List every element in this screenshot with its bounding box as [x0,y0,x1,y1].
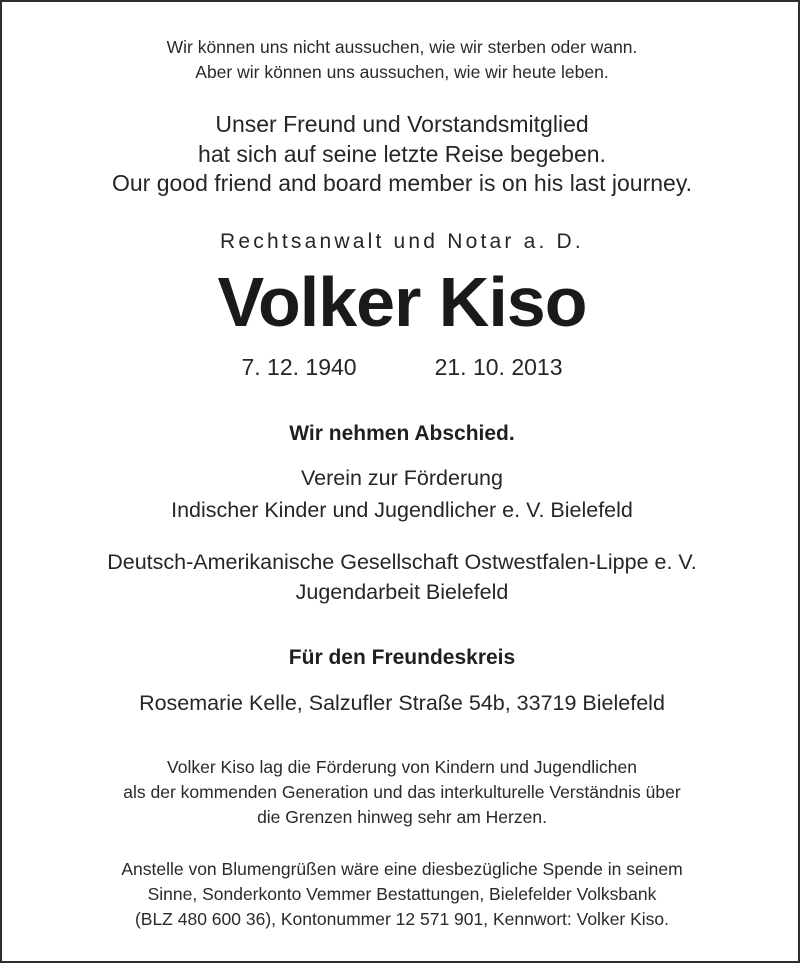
motto-line-1: Wir können uns nicht aussuchen, wie wir sterben oder wann. [166,37,638,57]
birth-date: 7. 12. 1940 [241,354,357,380]
donation-line-3: (BLZ 480 600 36), Kontonummer 12 571 901, Kennwort: Volker Kiso. [134,909,670,929]
organization-2-line-1: Deutsch-Amerikanische Gesellschaft Ostwestfalen-Lippe e. V. [107,550,697,574]
organization-1-line-1: Verein zur Förderung [301,466,503,490]
donation-line-2: Sinne, Sonderkonto Vemmer Bestattungen, Bielefelder Volksbank [147,884,657,904]
life-dates [2,356,800,379]
tribute-line-2: als der kommenden Generation und das interkulturelle Verständnis über [123,782,681,802]
death-date: 21. 10. 2013 [434,354,563,380]
intro-line-2: hat sich auf seine letzte Reise begeben. [198,141,606,167]
organization-1-line-2: Indischer Kinder und Jugendlicher e. V. Bielefeld [171,498,633,522]
intro-line-1: Unser Freund und Vorstandsmitglied [215,111,589,137]
deceased-title: Rechtsanwalt und Notar a. D. [220,230,584,253]
organization-2-line-2: Jugendarbeit Bielefeld [295,580,509,604]
deceased-name: Volker Kiso [217,263,587,341]
farewell-heading: Wir nehmen Abschied. [289,422,515,445]
motto-line-2: Aber wir können uns aussuchen, wie wir heute leben. [195,62,609,82]
friends-contact: Rosemarie Kelle, Salzufler Straße 54b, 33719 Bielefeld [139,691,665,715]
donation-line-1: Anstelle von Blumengrüßen wäre eine diesbezügliche Spende in seinem [121,859,683,879]
intro-line-3: Our good friend and board member is on his last journey. [112,170,692,196]
tribute-line-3: die Grenzen hinweg sehr am Herzen. [257,807,547,827]
friends-heading: Für den Freundeskreis [288,646,516,669]
tribute-line-1: Volker Kiso lag die Förderung von Kindern und Jugendlichen [167,757,637,777]
